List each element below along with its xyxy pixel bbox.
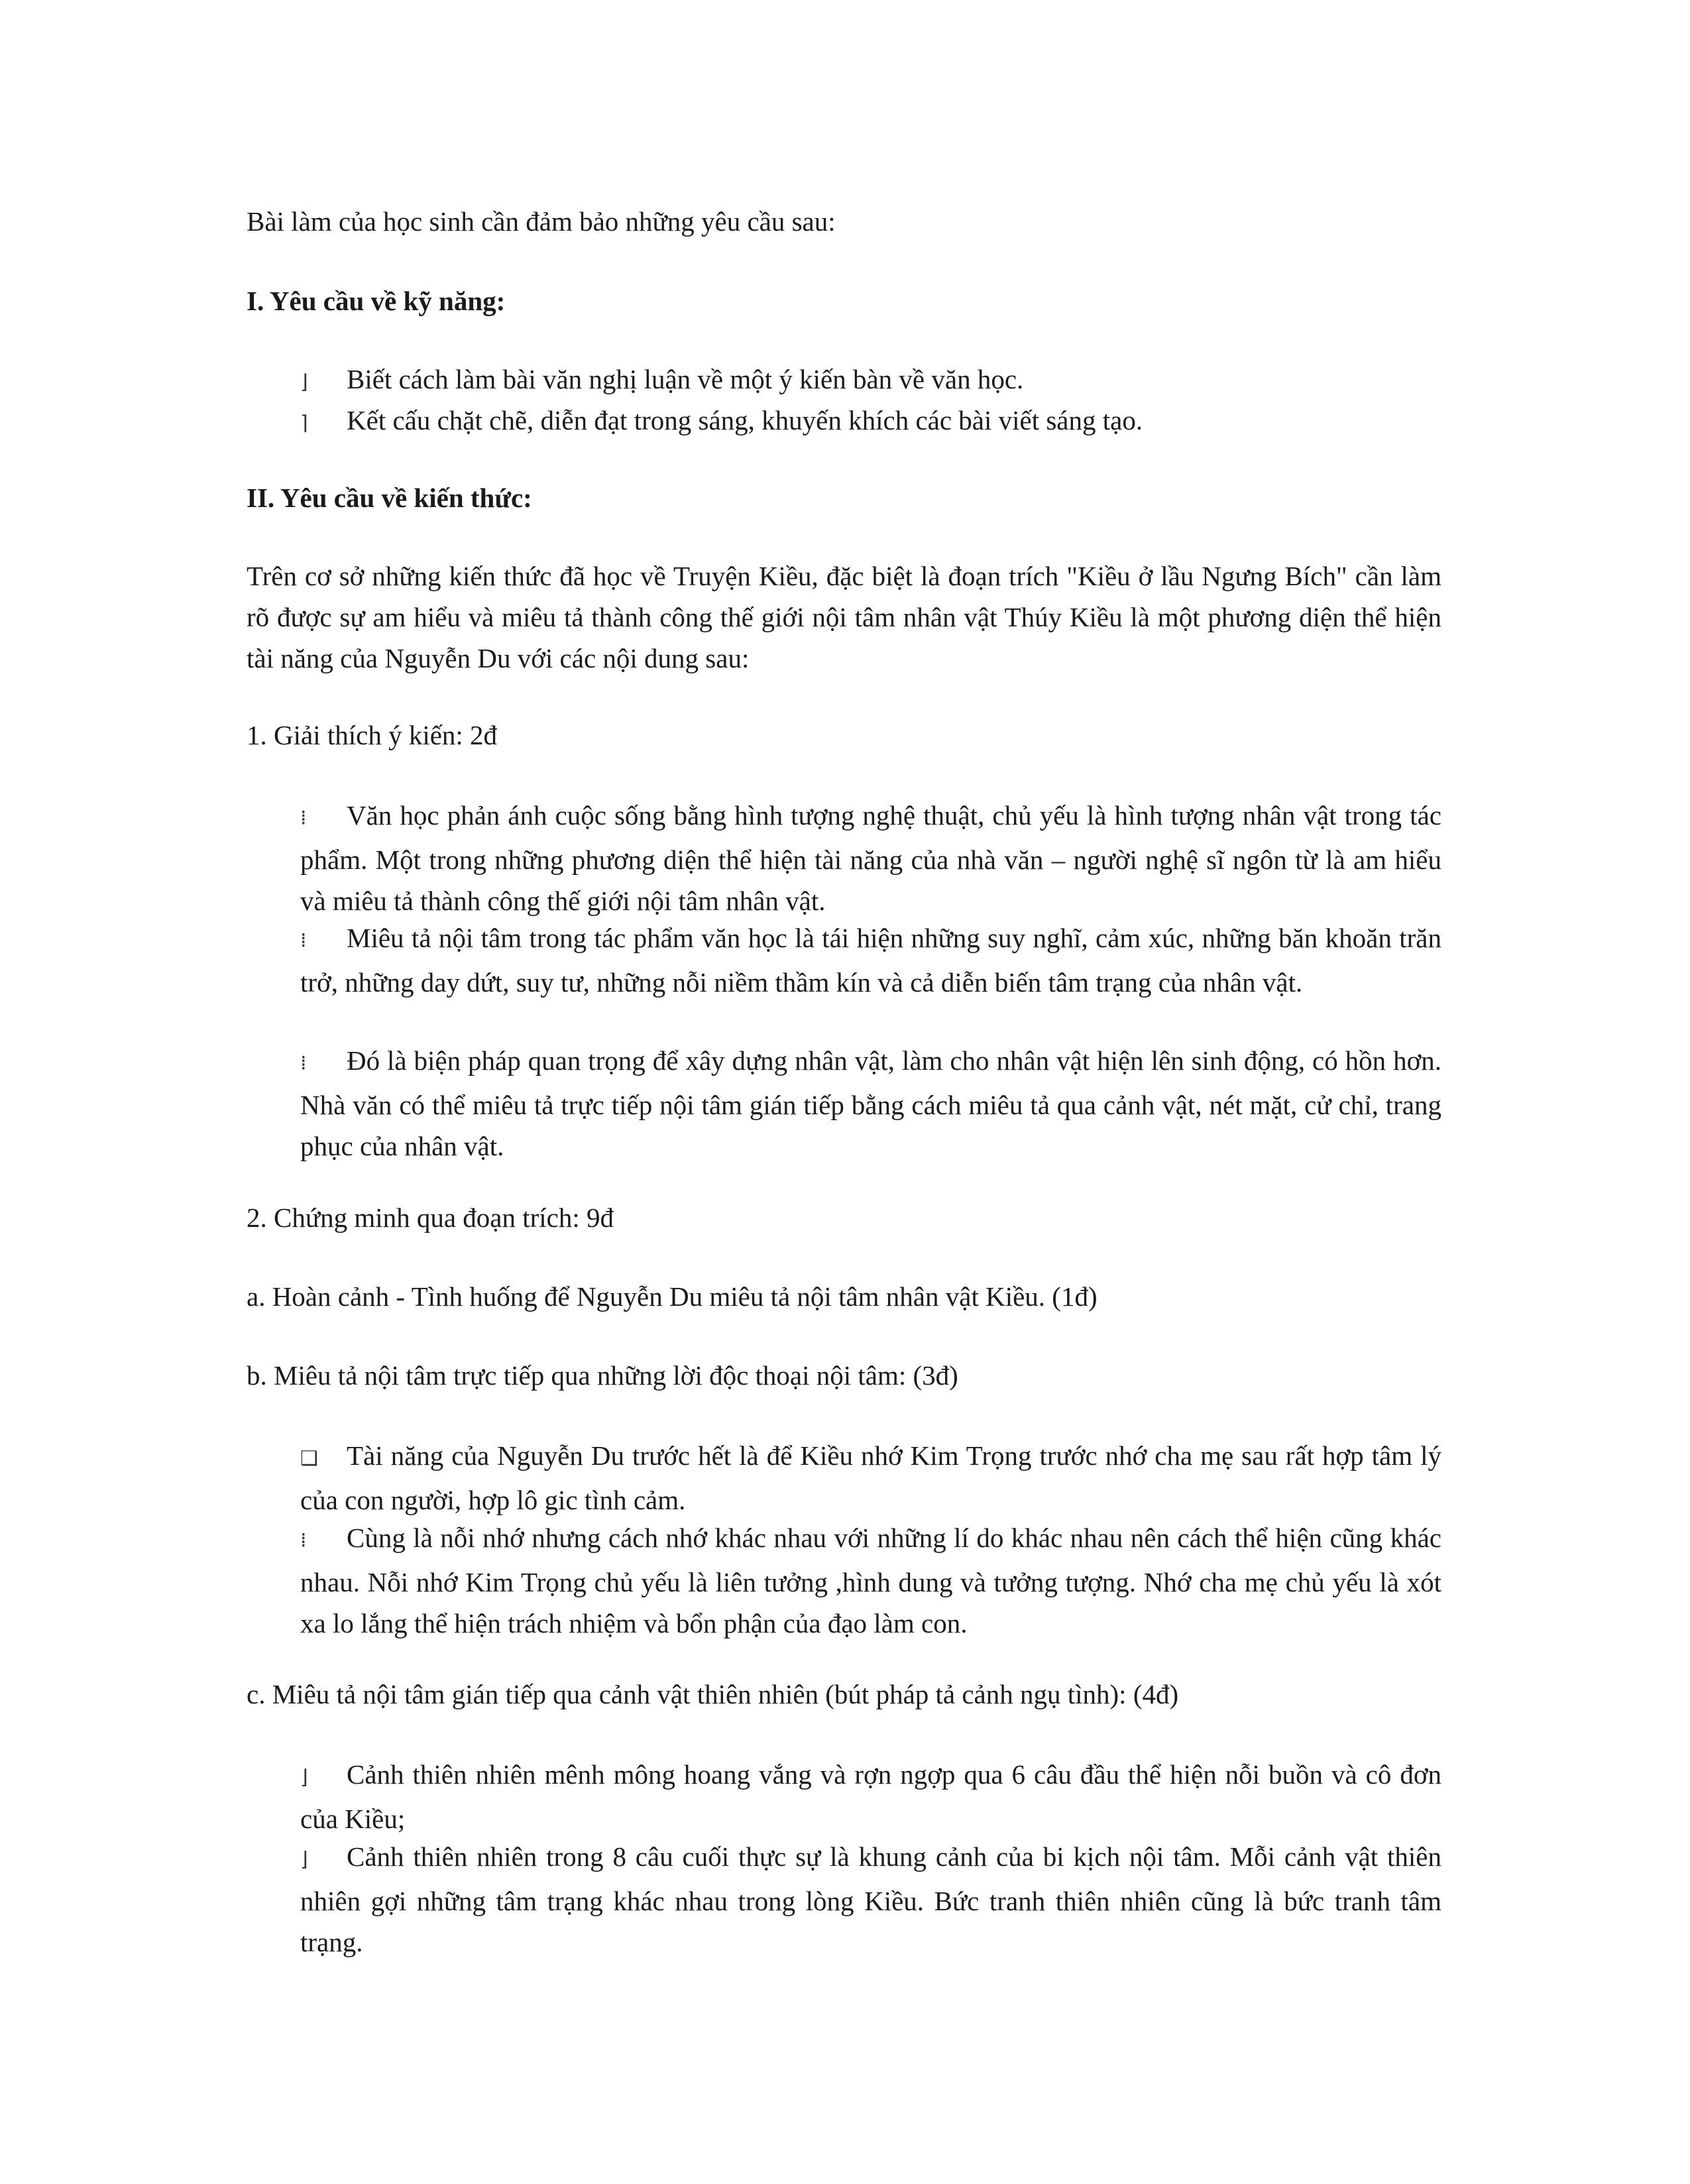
part2-heading: 2. Chứng minh qua đoạn trích: 9đ xyxy=(247,1202,614,1233)
part2-a: a. Hoàn cảnh - Tình huống để Nguyễn Du miêu tả nội tâm nhân vật Kiều. (1đ) xyxy=(247,1281,1098,1312)
bullet-icon: ⁞ xyxy=(300,807,307,830)
list-item-text: Miêu tả nội tâm trong tác phẩm văn học là tái hiện những suy nghĩ, cảm xúc, những băn khoăn trăn trở, những day dứt, suy tư, những nỗi niềm thầm kín và cả diễn biến tâm trạng của nhân vật. xyxy=(300,923,1441,998)
list-item xyxy=(300,359,1023,403)
list-item xyxy=(300,1517,1441,1644)
list-item-text: Cảnh thiên nhiên mênh mông hoang vắng và rợn ngợp qua 6 câu đầu thể hiện nỗi buồn và cô đơn của Kiều; xyxy=(300,1759,1441,1834)
bullet-icon: ⌋ xyxy=(300,1766,308,1789)
intro-text: Bài làm của học sinh cần đảm bảo những yêu cầu sau: xyxy=(247,206,836,237)
list-item xyxy=(300,917,1441,1003)
part2-c-heading: c. Miêu tả nội tâm gián tiếp qua cảnh vật thiên nhiên (bút pháp tả cảnh ngụ tình): (4đ) xyxy=(247,1679,1179,1709)
list-item-text: Tài năng của Nguyễn Du trước hết là để Kiều nhớ Kim Trọng trước nhớ cha mẹ sau rất hợp tâm lý của con người, hợp lô gic tình cảm. xyxy=(300,1440,1441,1515)
part1-heading: 1. Giải thích ý kiến: 2đ xyxy=(247,720,498,750)
list-item-text: Cùng là nỗi nhớ nhưng cách nhớ khác nhau với những lí do khác nhau nên cách thể hiện cũng khác nhau. Nỗi nhớ Kim Trọng chủ yếu là liên tưởng ,hình dung và tưởng tượng. Nhớ cha mẹ chủ yếu là xót xa lo lắng thể hiện trách nhiệm và bổn phận của đạo làm con. xyxy=(300,1523,1441,1638)
section1-heading: I. Yêu cầu về kỹ năng: xyxy=(247,286,506,316)
bullet-icon: ⌉ xyxy=(300,412,308,435)
list-item xyxy=(300,1836,1441,1963)
bullet-icon: ⁞ xyxy=(300,929,307,952)
bullet-icon: ⁞ xyxy=(300,1529,307,1552)
bullet-icon: ⌋ xyxy=(300,371,308,394)
list-item-text: Biết cách làm bài văn nghị luận về một ý kiến bàn về văn học. xyxy=(347,364,1024,394)
bullet-icon: ❑ xyxy=(300,1447,318,1470)
bullet-icon: ⁞ xyxy=(300,1052,307,1075)
list-item-text: Kết cấu chặt chẽ, diễn đạt trong sáng, khuyến khích các bài viết sáng tạo. xyxy=(347,405,1143,435)
list-item xyxy=(300,1040,1441,1167)
list-item xyxy=(300,400,1143,444)
list-item xyxy=(300,1754,1441,1839)
list-item-text: Cảnh thiên nhiên trong 8 câu cuối thực sự là khung cảnh của bi kịch nội tâm. Mỗi cảnh vật thiên nhiên gợi những tâm trạng khác nhau trong lòng Kiều. Bức tranh thiên nhiên cũng là bức tranh tâm trạng. xyxy=(300,1841,1441,1957)
list-item xyxy=(300,1435,1441,1521)
part2-b-heading: b. Miêu tả nội tâm trực tiếp qua những lời độc thoại nội tâm: (3đ) xyxy=(247,1360,958,1391)
bullet-icon: ⌋ xyxy=(300,1848,308,1871)
section2-intro: Trên cơ sở những kiến thức đã học về Truyện Kiều, đặc biệt là đoạn trích "Kiều ở lầu Ngưng Bích" cần làm rõ được sự am hiểu và miêu tả thành công thế giới nội tâm nhân vật Thúy Kiều là một phương diện thể hiện tài năng của Nguyễn Du với các nội dung sau: xyxy=(247,561,1441,673)
list-item xyxy=(300,795,1441,921)
list-item-text: Đó là biện pháp quan trọng để xây dựng nhân vật, làm cho nhân vật hiện lên sinh động, có hồn hơn. Nhà văn có thể miêu tả trực tiếp nội tâm gián tiếp bằng cách miêu tả qua cảnh vật, nét mặt, cử chỉ, trang phục của nhân vật. xyxy=(300,1045,1441,1161)
section2-heading: II. Yêu cầu về kiến thức: xyxy=(247,483,532,513)
list-item-text: Văn học phản ánh cuộc sống bằng hình tượng nghệ thuật, chủ yếu là hình tượng nhân vật trong tác phẩm. Một trong những phương diện thể hiện tài năng của nhà văn – người nghệ sĩ ngôn từ là am hiểu và miêu tả thành công thế giới nội tâm nhân vật. xyxy=(300,800,1441,916)
